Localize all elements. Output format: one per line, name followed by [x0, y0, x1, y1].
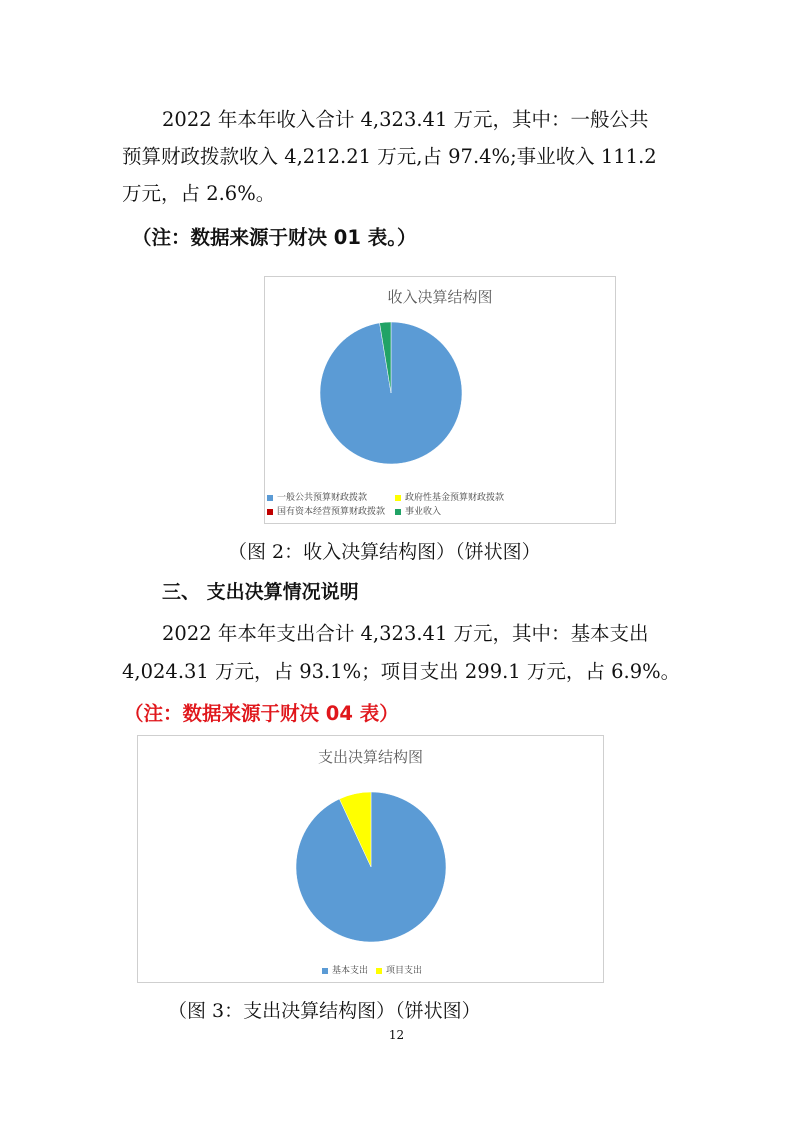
income-text-line3: 万元，占 2.6%。 [122, 182, 276, 205]
expense-text-line2: 4,024.31 万元，占 93.1%；项目支出 299.1 万元，占 6.9%。 [122, 660, 681, 683]
legend-swatch [376, 968, 382, 974]
figure2-caption: （图 2：收入决算结构图）（饼状图） [228, 541, 541, 563]
expense-pie-svg [138, 736, 603, 982]
legend-label: 政府性基金预算财政拨款 [405, 493, 505, 503]
legend-swatch [267, 495, 273, 501]
legend-item-state-capital-budget [267, 504, 385, 517]
chart-legend [265, 487, 615, 517]
figure3-caption: （图 3：支出决算结构图）（饼状图） [168, 1000, 481, 1022]
legend-label: 项目支出 [386, 966, 423, 976]
legend-swatch [395, 495, 401, 501]
legend-item-basic-expense [322, 963, 368, 976]
chart-title: 收入决算结构图 [387, 288, 493, 306]
legend-item-general-budget [267, 490, 367, 503]
legend-swatch [267, 509, 273, 515]
chart-title: 支出决算结构图 [317, 748, 423, 766]
section-heading-expense: 三、 支出决算情况说明 [162, 581, 359, 603]
legend-item-business-income [395, 504, 441, 517]
legend-label: 国有资本经营预算财政拨款 [277, 507, 386, 517]
legend-swatch [395, 509, 401, 515]
legend-swatch [322, 968, 328, 974]
expense-source-note: （注：数据来源于财决 04 表） [124, 702, 399, 725]
legend-label: 事业收入 [405, 507, 442, 517]
income-text-line1: 2022 年本年收入合计 4,323.41 万元，其中：一般公共 [162, 108, 649, 131]
income-text-line2: 预算财政拨款收入 4,212.21 万元,占 97.4%;事业收入 111.2 [122, 145, 657, 168]
expense-text-line1: 2022 年本年支出合计 4,323.41 万元，其中：基本支出 [162, 622, 649, 645]
legend-label: 一般公共预算财政拨款 [277, 493, 368, 503]
income-structure-chart [264, 276, 616, 524]
expense-structure-chart [137, 735, 604, 983]
legend-item-fund-budget [395, 490, 504, 503]
page-number: 12 [388, 1028, 405, 1042]
income-source-note: （注：数据来源于财决 01 表。） [132, 226, 417, 249]
legend-label: 基本支出 [332, 966, 369, 976]
chart-legend [138, 962, 603, 978]
legend-item-project-expense [376, 963, 422, 976]
